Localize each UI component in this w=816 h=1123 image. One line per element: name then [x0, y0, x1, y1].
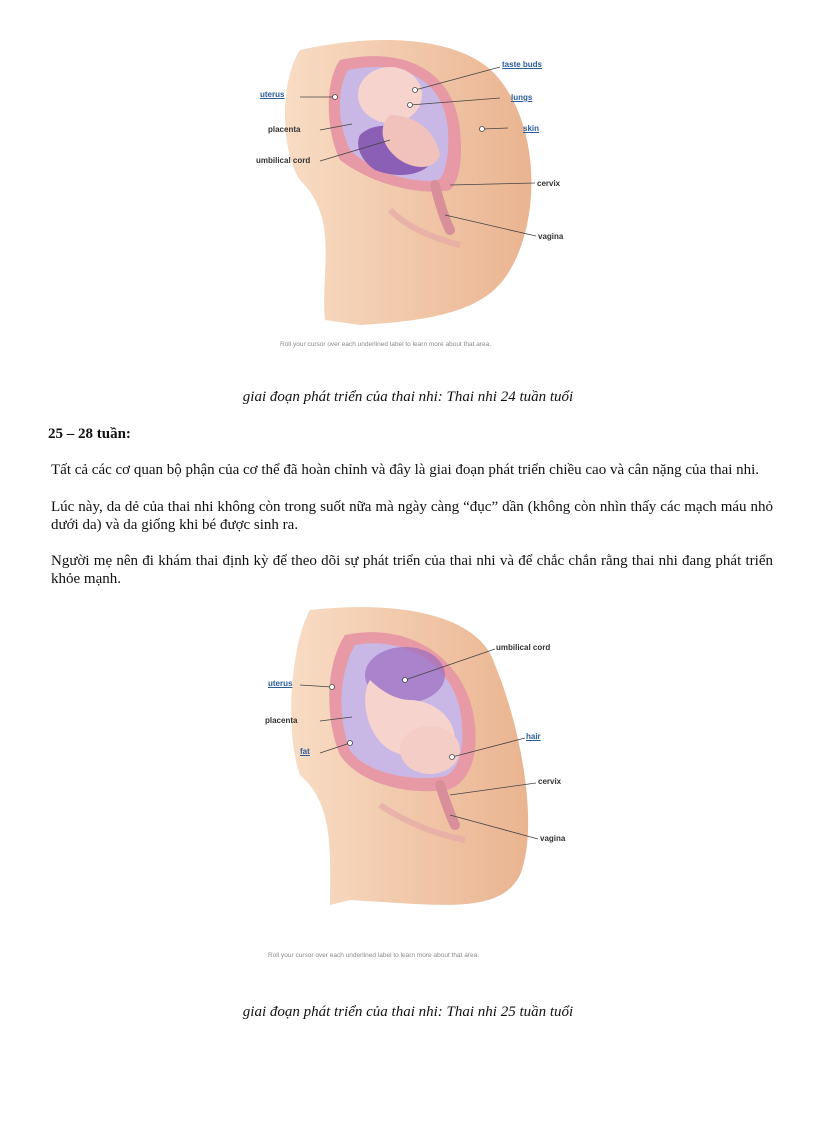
fetus-24-weeks-drawing — [240, 20, 580, 360]
placenta-label: placenta — [268, 125, 301, 134]
skin-label[interactable]: skin — [523, 124, 540, 133]
figure2-hint: Roll your cursor over each underlined label to learn more about that area. — [268, 952, 480, 959]
vagina-label: vagina — [538, 232, 564, 241]
fetus-25-weeks-illustration — [240, 605, 580, 965]
fetus-25-weeks-drawing — [240, 605, 580, 965]
figure1-hint: Roll your cursor over each underlined label to learn more about that area. — [280, 341, 492, 348]
paragraph-2: Lúc này, da dẻ của thai nhi không còn trong suốt nữa mà ngày càng “đục” dần (không còn nhìn thấy các mạch máu nhỏ dưới da) và da giống khi bé được sinh ra. — [51, 499, 773, 533]
paragraph-1: Tất cả các cơ quan bộ phận của cơ thể đã hoàn chỉnh và đây là giai đoạn phát triển chiều cao và cân nặng của thai nhi. — [51, 462, 760, 478]
fetus-24-weeks-illustration — [240, 20, 580, 360]
fat-label[interactable]: fat — [300, 747, 310, 756]
taste-buds-label[interactable]: taste buds — [502, 60, 543, 69]
uterus-label-2[interactable]: uterus — [268, 679, 293, 688]
lungs-label[interactable]: lungs — [511, 93, 533, 102]
uterus-label[interactable]: uterus — [260, 90, 285, 99]
section-heading: 25 – 28 tuần: — [48, 426, 131, 442]
figure1-caption: giai đoạn phát triển của thai nhi: Thai nhi 24 tuần tuổi — [242, 389, 574, 405]
umbilical-cord-label: umbilical cord — [256, 156, 311, 165]
umbilical-cord-label-2: umbilical cord — [496, 643, 551, 652]
cervix-label-2: cervix — [538, 777, 562, 786]
figure2-caption: giai đoạn phát triển của thai nhi: Thai nhi 25 tuần tuổi — [242, 1004, 574, 1020]
cervix-label: cervix — [537, 179, 561, 188]
hair-label[interactable]: hair — [526, 732, 541, 741]
paragraph-3: Người mẹ nên đi khám thai định kỳ để theo dõi sự phát triển của thai nhi và để chắc chắn rằng thai nhi đang phát triển khỏe mạnh. — [51, 553, 773, 587]
placenta-label-2: placenta — [265, 716, 298, 725]
vagina-label-2: vagina — [540, 834, 566, 843]
